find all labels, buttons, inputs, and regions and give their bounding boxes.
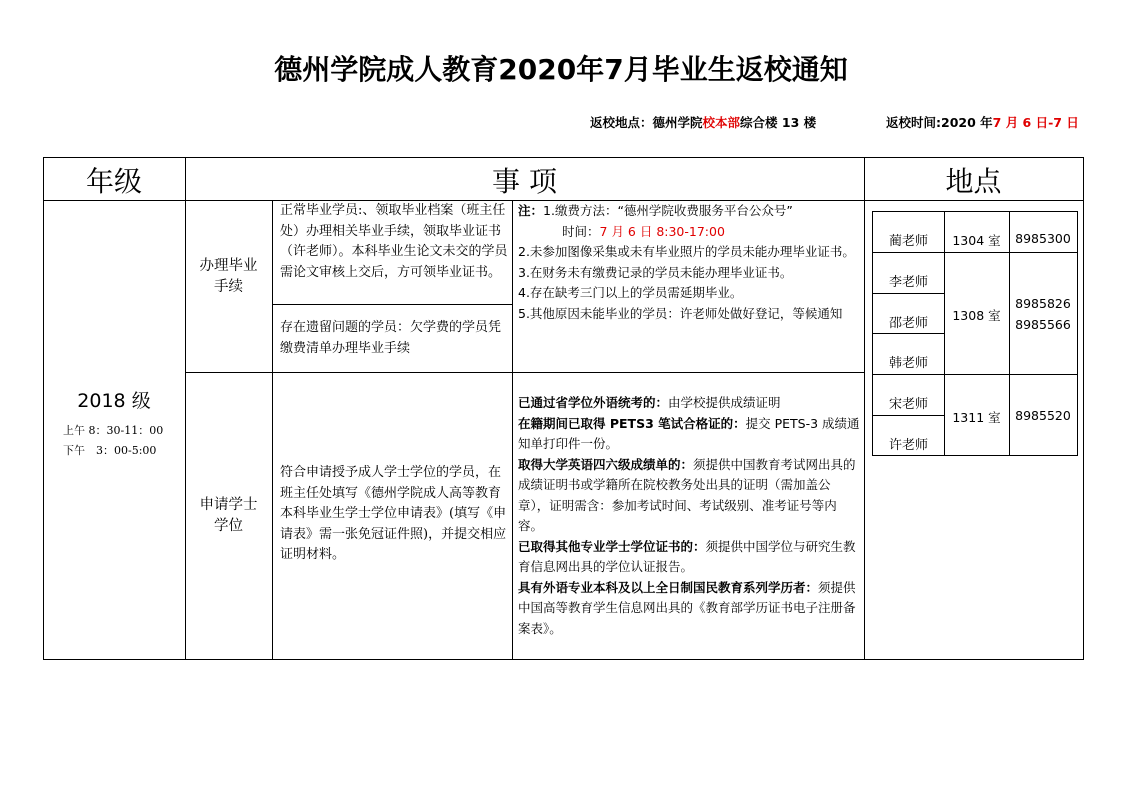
grade-afternoon: 下午 3：00-5:00 xyxy=(63,444,157,457)
room-1308: 1308 室 xyxy=(952,308,1001,323)
note-5: 5.其他原因未能毕业的学员：许老师处做好登记，等候通知 xyxy=(518,305,843,321)
requirement-5: 具有外语专业本科及以上全日制国民教育系列学历者：须提供中国高等教育学生信息网出具的《教育部学历证书电子注册备案表》。 xyxy=(518,579,856,636)
graduation-legacy-text: 存在遗留问题的学员：欠学费的学员凭缴费清单办理毕业手续 xyxy=(280,320,502,356)
location-highlight: 校本部 xyxy=(702,115,741,130)
grade-morning: 上午 8：30-11：00 xyxy=(63,424,164,437)
note-1: 1.缴费方法：“德州学院收费服务平台公众号” xyxy=(543,203,793,218)
page-title: 德州学院成人教育2020年7月毕业生返校通知 xyxy=(274,53,848,86)
requirement-4: 已取得其他专业学士学位证书的：须提供中国学位与研究生教育信息网出具的学位认证报告。 xyxy=(518,538,856,574)
teacher-han: 韩老师 xyxy=(888,356,928,371)
phone-2a: 8985826 xyxy=(1015,296,1071,311)
phone-3: 8985520 xyxy=(1015,408,1071,423)
header-items: 事 项 xyxy=(492,165,557,198)
degree-description: 符合申请授予成人学士学位的学员，在班主任处填写《德州学院成人高等教育本科毕业生学士学位申请表》(填写《申请表》需一张免冠证件照)，并提交相应证明材料。 xyxy=(280,465,507,562)
time-prefix: 2020 年 xyxy=(941,115,993,130)
graduation-normal-text: 正常毕业学员:、领取毕业档案（班主任处）办理相关毕业手续，领取毕业证书（许老师）。本科毕业生论文未交的学员需论文审核上交后，方可领毕业证书。 xyxy=(280,203,508,280)
section-graduation-label-line2: 手续 xyxy=(214,279,243,295)
contacts-table xyxy=(872,211,1078,456)
note-3: 3.在财务未有缴费记录的学员未能办理毕业证书。 xyxy=(518,264,793,280)
note-1-time-label: 时间： xyxy=(562,223,600,239)
section-degree-label-line1: 申请学士 xyxy=(199,497,258,513)
note-4: 4.存在缺考三门以上的学员需延期毕业。 xyxy=(518,285,743,300)
location-suffix: 综合楼 13 楼 xyxy=(740,115,817,130)
phone-2b: 8985566 xyxy=(1015,317,1071,332)
teacher-lin: 蔺老师 xyxy=(888,234,928,249)
time-label: 返校时间: xyxy=(886,115,941,130)
teacher-li: 李老师 xyxy=(888,275,928,290)
phone-1: 8985300 xyxy=(1015,231,1071,246)
section-degree-label-line2: 学位 xyxy=(214,518,243,534)
teacher-shao: 邵老师 xyxy=(888,316,928,331)
graduation-notes xyxy=(518,201,860,324)
requirement-1: 已通过省学位外语统考的：由学校提供成绩证明 xyxy=(518,395,781,410)
note-label: 注： xyxy=(518,203,544,218)
requirement-3: 取得大学英语四六级成绩单的：须提供中国教育考试网出具的成绩证明书或学籍所在院校教务处出具的证明（需加盖公章），证明需含：参加考试时间、考试级别、准考证号等内容。 xyxy=(518,456,856,533)
teacher-song: 宋老师 xyxy=(888,397,928,412)
return-location xyxy=(590,113,816,131)
room-1304: 1304 室 xyxy=(952,233,1001,248)
note-2: 2.未参加图像采集或未有毕业照片的学员未能办理毕业证书。 xyxy=(518,244,855,259)
location-label: 返校地点： xyxy=(590,115,653,130)
requirement-2: 在籍期间已取得 PETS3 笔试合格证的：提交 PETS-3 成绩通知单打印件一份。 xyxy=(518,415,860,451)
header-place: 地点 xyxy=(945,165,1002,198)
grade-name: 2018 级 xyxy=(77,390,151,412)
note-1-time-value: 7 月 6 日 8:30-17:00 xyxy=(599,223,725,239)
section-degree-label xyxy=(185,495,272,537)
section-graduation-label-line1: 办理毕业 xyxy=(199,258,258,274)
time-highlight: 7 月 6 日-7 日 xyxy=(992,115,1079,130)
room-1311: 1311 室 xyxy=(952,410,1001,425)
header-grade: 年级 xyxy=(85,165,142,198)
teacher-xu: 许老师 xyxy=(888,438,928,453)
degree-requirements xyxy=(518,393,860,639)
location-prefix: 德州学院 xyxy=(652,115,703,130)
return-time xyxy=(886,113,1079,131)
section-graduation-label xyxy=(185,256,272,298)
